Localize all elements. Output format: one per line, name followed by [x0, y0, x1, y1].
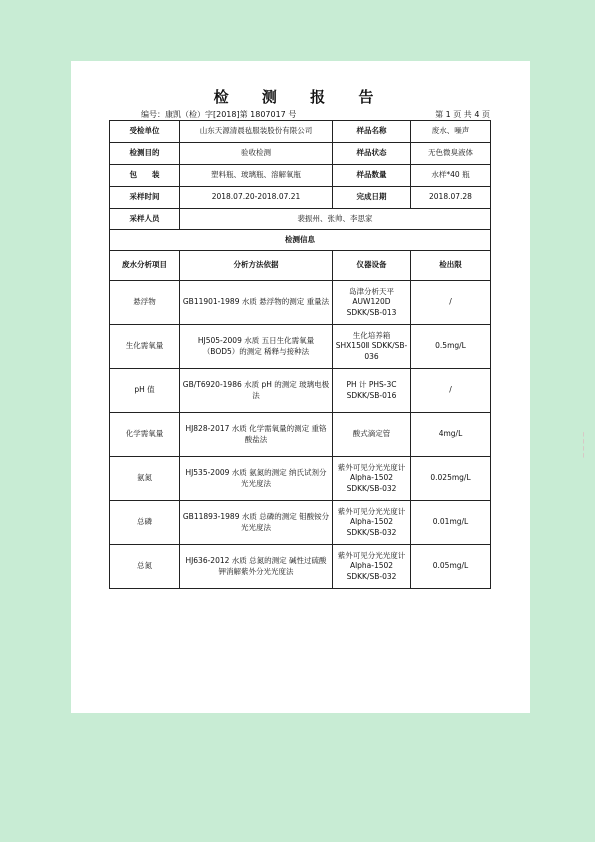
cell-instrument: PH 计 PHS-3C SDKK/SB-016	[333, 369, 411, 413]
cell-limit: 0.01mg/L	[411, 501, 491, 545]
side-stamp: ⌇⌇⌇⌇	[580, 430, 587, 458]
sample-name-label: 样品名称	[333, 121, 411, 143]
cell-instrument: 紫外可见分光光度计 Alpha-1502 SDKK/SB-032	[333, 545, 411, 589]
info-row	[110, 187, 491, 209]
cell-limit: 0.05mg/L	[411, 545, 491, 589]
cell-item: 化学需氧量	[110, 413, 180, 457]
sample-state-value: 无色微臭液体	[411, 143, 491, 165]
report-table	[109, 120, 491, 589]
samplers-label: 采样人员	[110, 209, 180, 230]
cell-method: GB/T6920-1986 水质 pH 的测定 玻璃电极法	[180, 369, 333, 413]
table-row	[110, 281, 491, 325]
info-row	[110, 209, 491, 230]
header-item: 废水分析项目	[110, 251, 180, 281]
info-row	[110, 121, 491, 143]
client-label: 受检单位	[110, 121, 180, 143]
purpose-value: 验收检测	[180, 143, 333, 165]
completion-date-value: 2018.07.28	[411, 187, 491, 209]
cell-instrument: 生化培养箱 SHX150Ⅱ SDKK/SB-036	[333, 325, 411, 369]
header-method: 分析方法依据	[180, 251, 333, 281]
table-row	[110, 413, 491, 457]
cell-limit: 0.5mg/L	[411, 325, 491, 369]
cell-instrument: 紫外可见分光光度计 Alpha-1502 SDKK/SB-032	[333, 501, 411, 545]
cell-method: GB11901-1989 水质 悬浮物的测定 重量法	[180, 281, 333, 325]
table-row	[110, 369, 491, 413]
cell-item: 总氮	[110, 545, 180, 589]
cell-item: 氨氮	[110, 457, 180, 501]
report-page	[71, 61, 587, 713]
section-title: 检测信息	[110, 230, 491, 251]
purpose-label: 检测目的	[110, 143, 180, 165]
sampling-time-value: 2018.07.20-2018.07.21	[180, 187, 333, 209]
table-row	[110, 545, 491, 589]
page-indicator: 第 1 页 共 4 页	[435, 110, 490, 119]
cell-limit: 0.025mg/L	[411, 457, 491, 501]
header-instrument: 仪器设备	[333, 251, 411, 281]
cell-instrument: 紫外可见分光光度计 Alpha-1502 SDKK/SB-032	[333, 457, 411, 501]
cell-item: 悬浮物	[110, 281, 180, 325]
sample-qty-label: 样品数量	[333, 165, 411, 187]
table-row	[110, 501, 491, 545]
sample-state-label: 样品状态	[333, 143, 411, 165]
table-row	[110, 457, 491, 501]
samplers-value: 裴振州、张帅、李思家	[180, 209, 491, 230]
cell-instrument: 岛津分析天平 AUW120D SDKK/SB-013	[333, 281, 411, 325]
cell-method: HJ535-2009 水质 氨氮的测定 纳氏试剂分光光度法	[180, 457, 333, 501]
cell-method: HJ505-2009 水质 五日生化需氧量（BOD5）的测定 稀释与接种法	[180, 325, 333, 369]
package-label: 包 装	[110, 165, 180, 187]
table-row	[110, 325, 491, 369]
info-row	[110, 143, 491, 165]
client-value: 山东天源清晨毡服装股份有限公司	[180, 121, 333, 143]
cell-method: HJ636-2012 水质 总氮的测定 碱性过硫酸钾消解紫外分光光度法	[180, 545, 333, 589]
header-limit: 检出限	[411, 251, 491, 281]
completion-date-label: 完成日期	[333, 187, 411, 209]
cell-limit: /	[411, 281, 491, 325]
cell-method: HJ828-2017 水质 化学需氧量的测定 重铬酸盐法	[180, 413, 333, 457]
cell-instrument: 酸式滴定管	[333, 413, 411, 457]
sample-name-value: 废水、噪声	[411, 121, 491, 143]
cell-limit: 4mg/L	[411, 413, 491, 457]
report-title: 检 测 报 告	[213, 88, 388, 106]
report-number: 编号：康凯（检）字[2018]第 1807017 号	[141, 110, 297, 119]
header-row	[110, 251, 491, 281]
sample-qty-value: 水样*40 瓶	[411, 165, 491, 187]
cell-limit: /	[411, 369, 491, 413]
cell-item: 生化需氧量	[110, 325, 180, 369]
cell-item: pH 值	[110, 369, 180, 413]
cell-method: GB11893-1989 水质 总磷的测定 钼酸铵分光光度法	[180, 501, 333, 545]
sampling-time-label: 采样时间	[110, 187, 180, 209]
info-row	[110, 165, 491, 187]
section-title-row	[110, 230, 491, 251]
cell-item: 总磷	[110, 501, 180, 545]
package-value: 塑料瓶、玻璃瓶、溶解氧瓶	[180, 165, 333, 187]
